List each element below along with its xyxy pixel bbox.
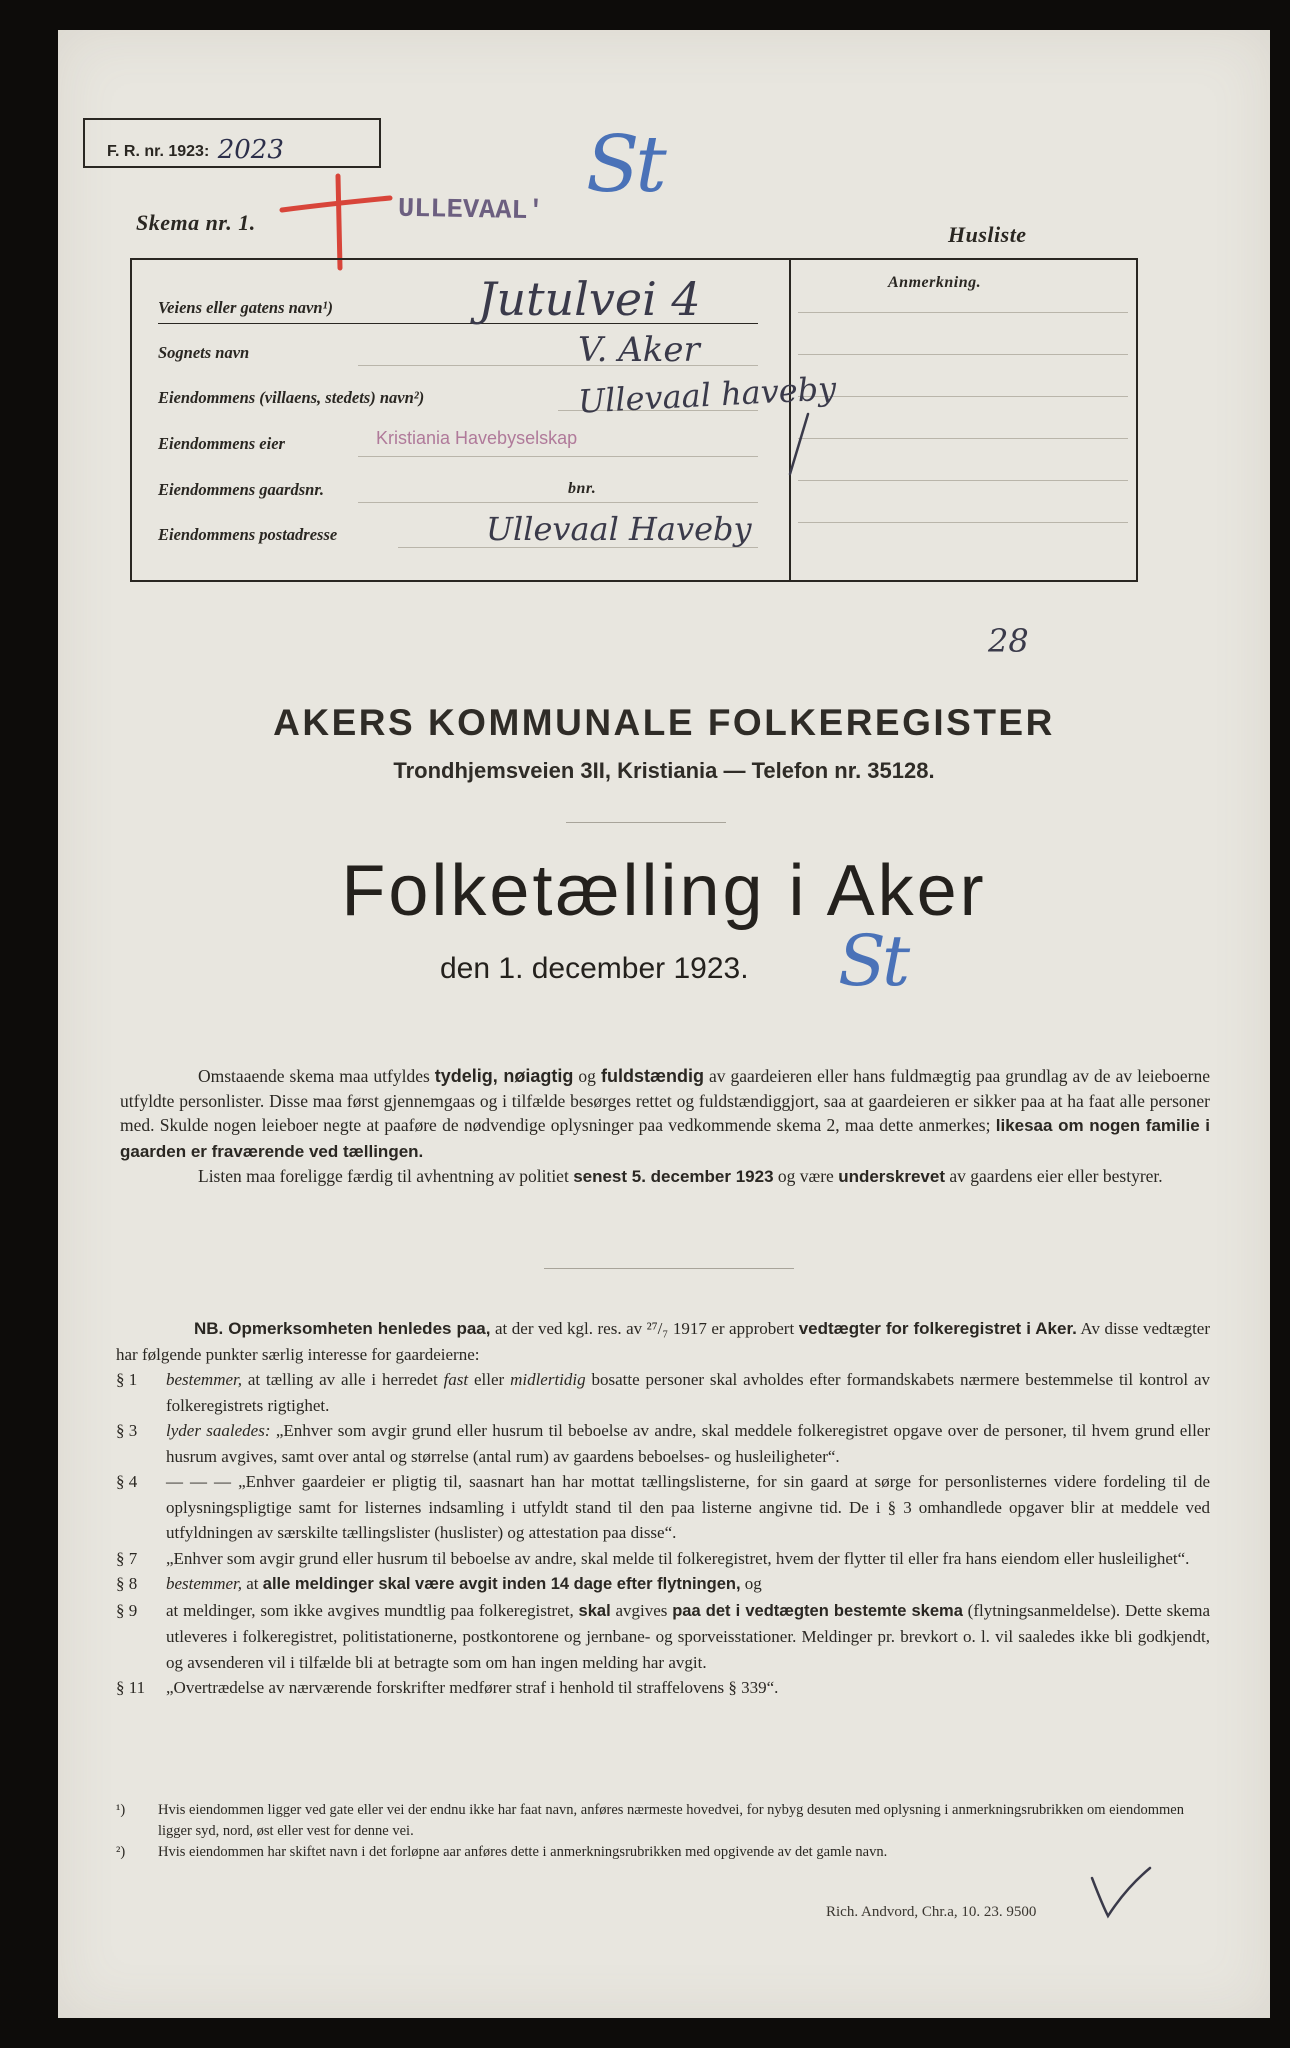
census-date: den 1. december 1923.: [440, 952, 749, 985]
schema-label: Skema nr. 1.: [136, 210, 256, 235]
organization-title: AKERS KOMMUNALE FOLKEREGISTER: [273, 702, 1055, 743]
instruction-paragraph-1: Omstaaende skema maa utfyldes tydelig, nøiagtig og fuldstændig av gaardeieren eller hans fuldmægtig paa grundlag av de av leieboerne utfyldte personlister. Disse maa først gjennemgaas og i tilfælde besørges rettet og fuldstændiggjort, saa at gaardeieren er sikker paa at ha faat alle personer med. Skulde nogen leieboer negte at paaføre de nødvendige oplysninger paa vedkommende skema 2, maa dette anmerkes; likesaa om nogen familie i gaarden er fraværende ved tællingen.: [120, 1066, 1210, 1161]
instruction-paragraph-2: Listen maa foreligge færdig til avhentning av politiet senest 5. december 1923 og være underskrevet av gaardens eier eller bestyrer.: [198, 1166, 1163, 1186]
field-value-parish: V. Aker: [578, 330, 700, 370]
field-line-farm-number: [358, 502, 758, 503]
section-rule: [544, 1268, 794, 1269]
fr-label: F. R. nr. 1923:: [107, 143, 210, 160]
title-rule: [566, 822, 726, 823]
section-11: § 11 „Overtrædelse av nærværende forskrifter medfører straf i henhold til straffelovens § 339“.: [116, 1678, 779, 1697]
field-label-postal-address: Eiendommens postadresse: [158, 525, 338, 544]
field-value-postal-address: Ullevaal Haveby: [486, 510, 752, 548]
instructions-block: [120, 1064, 1210, 1190]
footnotes: [116, 1800, 1210, 1863]
handwritten-checkmark: [1086, 1864, 1156, 1924]
field-label-property-name: Eiendommens (villaens, stedets) navn²): [158, 388, 425, 407]
husliste-label: Husliste: [948, 222, 1027, 247]
main-title: Folketælling i Aker: [341, 851, 987, 931]
remark-line: [798, 522, 1128, 523]
statute-notes-block: [116, 1316, 1210, 1701]
remark-line: [798, 396, 1128, 397]
field-label-farm-number: Eiendommens gaardsnr.: [158, 480, 324, 499]
section-3: § 3 lyder saaledes: „Enhver som avgir grund eller husrum til beboelse av andre, skal meddele folkeregistret opgave over de personer, til hvem grund eller husrum avgives, samt over antal og størrelse (antal rum) av gaardens beboelses- og husleiligheter“.: [116, 1421, 1210, 1466]
handwritten-st-middle: St: [838, 920, 907, 1002]
field-label-street: Veiens eller gatens navn¹): [158, 298, 333, 317]
footnote-2: ²) Hvis eiendommen har skiftet navn i det forløpne aar anføres dette i anmerkningsrubrikken med opgivende av det gamle navn.: [116, 1844, 888, 1860]
section-4: § 4 — — — „Enhver gaardeier er pligtig til, saasnart han har mottat tællingslisterne, for sin gaard at sørge for personlisternes videre fordeling til de oplysningspligtige samt for listernes indsamling i utfyldt stand til den paa listerne angivne tid. De i § 3 omhandlede opgaver blir at meddele ved utfyldningen av særskilte tællingslister (huslister) og attestation paa disse“.: [116, 1472, 1210, 1542]
remark-line: [798, 312, 1128, 313]
document-sheet: [58, 30, 1270, 2018]
field-value-street: Jutulvei 4: [478, 272, 701, 326]
section-8: § 8 bestemmer, at alle meldinger skal være avgit inden 14 dage efter flytningen, og: [116, 1574, 762, 1593]
remark-label: Anmerkning.: [888, 274, 982, 291]
district-stamp: ULLEVAAL': [397, 194, 545, 228]
section-1: § 1 bestemmer, at tælling av alle i herredet fast eller midlertidig bosatte personer skal avholdes efter formandskabets nærmere bestemmelse til kontrol av folkeregistrets rigtighet.: [116, 1370, 1211, 1415]
handwritten-st-top: St: [586, 120, 663, 210]
fr-number-box: [83, 118, 381, 168]
section-9: § 9 at meldinger, som ikke avgives mundtlig paa folkeregistret, skal avgives paa det i vedtægten bestemte skema (flytningsanmeldelse). Dette skema utleveres i folkeregistret, politistationerne, postkontorene og jernbane- og sporveisstationer. Meldinger pr. brevkort o. l. vil saaledes ikke bli godkjendt, og avsenderen vil i tilfælde bli at betragte som om han ingen melding har avgit.: [116, 1600, 1210, 1672]
field-value-property-name: Ullevaal haveby: [577, 369, 838, 421]
bnr-label: bnr.: [568, 480, 597, 497]
remark-line: [798, 438, 1128, 439]
remark-line: [798, 354, 1128, 355]
field-label-parish: Sognets navn: [158, 343, 250, 362]
field-value-owner-stamp: Kristiania Havebyselskap: [376, 428, 578, 448]
remark-line: [798, 480, 1128, 481]
handwritten-stroke: [784, 410, 814, 480]
organization-address: Trondhjemsveien 3II, Kristiania — Telefon nr. 35128.: [393, 758, 935, 783]
handwritten-number: 28: [988, 622, 1029, 660]
nb-intro: NB. Opmerksomheten henledes paa, at der ved kgl. res. av ²⁷/₇ 1917 er approbert vedtægter for folkeregistret i Aker. Av disse vedtægter har følgende punkter særlig interesse for gaardeierne:: [116, 1319, 1210, 1364]
fr-value-handwritten: 2023: [217, 135, 284, 165]
footnote-1: ¹) Hvis eiendommen ligger ved gate eller vei der endnu ikke har faat navn, anføres nærmeste hovedvei, for nybyg desuten med oplysning i anmerkningsrubrikken om eiendommen ligger syd, nord, øst eller vest for denne vei.: [116, 1802, 1184, 1839]
field-line-owner: [358, 456, 758, 457]
field-label-owner: Eiendommens eier: [158, 434, 285, 453]
printer-imprint: Rich. Andvord, Chr.a, 10. 23. 9500: [826, 1904, 1037, 1920]
section-7: § 7 „Enhver som avgir grund eller husrum til beboelse av andre, skal melde til folkeregistret, hvem der flytter til eller fra hans eiendom eller husleilighet“.: [116, 1548, 1190, 1568]
